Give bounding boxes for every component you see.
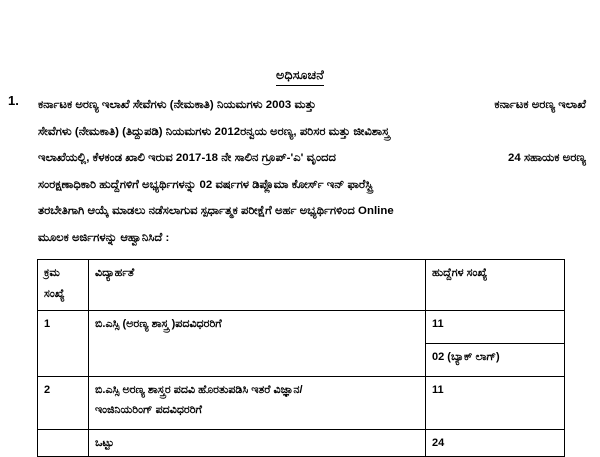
row-2-qualification-line1: ಬಿ.ಎಸ್ಸಿ ಅರಣ್ಯ ಶಾಸ್ತ್ರರ ಪದವಿ ಹೊರತುಪಡಿಸಿ ಇತರೆ ವಿಜ್ಞಾನ/ <box>95 384 303 396</box>
paragraph-line-2-segment-1: ಸೇವೆಗಳು (ನೇಮಕಾತಿ) (ತಿದ್ದುಪಡಿ) ನಿಯಮಗಳು 2012ರನ್ವಯ ಅರಣ್ಯ, ಪರಿಸರ ಮತ್ತು ಜೀವಿಶಾಸ್ತ್ರ <box>38 125 390 138</box>
paragraph-line-1-segment-1: ಕರ್ನಾಟಕ ಅರಣ್ಯ ಇಲಾಖೆ ಸೇವೆಗಳು (ನೇಮಕಾತಿ) ನಿಯಮಗಳು 2003 ಮತ್ತು <box>38 99 317 111</box>
paragraph-line-1-segment-2: ಕರ್ನಾಟಕ ಅರಣ್ಯ ಇಲಾಖೆ <box>494 99 586 111</box>
paragraph-line-4-segment-1: ಸಂರಕ್ಷಣಾಧಿಕಾರಿ ಹುದ್ದೆಗಳಿಗೆ ಅಭ್ಯರ್ಥಿಗಳನ್ನು 02 ವರ್ಷಗಳ ಡಿಪ್ಲೊಮಾ ಕೋರ್ಸ್ ಇನ್ ಫಾರೆಸ್ಟ್ರಿ <box>38 178 373 191</box>
row-1-serial: 1 <box>38 311 89 377</box>
row-2-qualification-line2: ಇಂಜಿನಿಯರಿಂಗ್ ಪದವಿಧರರಿಗೆ <box>95 404 202 416</box>
row-2-qualification <box>89 377 426 430</box>
paragraph-line-2 <box>38 119 586 146</box>
paragraph-line-5-segment-1: ತರಬೇತಿಗಾಗಿ ಆಯ್ಕೆ ಮಾಡಲು ನಡೆಸಲಾಗುವ ಸ್ಪರ್ಧಾತ್ಮಕ ಪರೀಕ್ಷೆಗೆ ಅರ್ಹ ಅಭ್ಯರ್ಥಿಗಳಿಂದ Online <box>38 205 394 217</box>
paragraph-line-6-segment-1: ಮೂಲಕ ಅರ್ಜಿಗಳನ್ನು ಆಹ್ವಾನಿಸಿದೆ : <box>38 231 170 244</box>
paragraph-line-4 <box>38 172 586 199</box>
paragraph-line-5 <box>38 198 586 225</box>
row-1-posts-backlog: 02 (ಬ್ಯಾಕ್ ಲಾಗ್) <box>426 344 565 377</box>
paragraph-number: 1. <box>8 93 19 108</box>
paragraph-line-1 <box>38 92 586 119</box>
row-2-serial: 2 <box>38 377 89 430</box>
row-total-label: ಒಟ್ಟು <box>89 430 426 457</box>
column-header-posts: ಹುದ್ದೆಗಳ ಸಂಖ್ಯೆ <box>426 260 565 311</box>
notification-paragraph <box>6 92 586 251</box>
paragraph-line-3 <box>38 145 586 172</box>
table-row <box>38 377 565 430</box>
column-header-serial-line2: ಸಂಖ್ಯೆ <box>44 288 65 300</box>
table-row <box>38 311 565 344</box>
row-total-serial <box>38 430 89 457</box>
paragraph-line-3-segment-1: ಇಲಾಖೆಯಲ್ಲಿ, ಕೆಳಕಂಡ ಖಾಲಿ ಇರುವ 2017-18 ನೇ ಸಾಲಿನ ಗ್ರೂಪ್-'ಎ' ವೃಂದದ <box>38 152 336 164</box>
table-row <box>38 430 565 457</box>
table-header <box>38 260 565 311</box>
table-header-row <box>38 260 565 311</box>
posts-table <box>37 259 565 457</box>
row-total-posts: 24 <box>426 430 565 457</box>
posts-table-container <box>37 259 565 457</box>
row-1-qualification: ಬಿ.ಎಸ್ಸಿ (ಅರಣ್ಯ ಶಾಸ್ತ್ರ )ಪದವಿಧರರಿಗೆ <box>89 311 426 377</box>
row-2-posts: 11 <box>426 377 565 430</box>
paragraph-line-6 <box>38 225 586 252</box>
page-title-text: ಅಧಿಸೂಚನೆ <box>276 68 324 86</box>
table-body <box>38 311 565 457</box>
paragraph-line-3-segment-2: 24 ಸಹಾಯಕ ಅರಣ್ಯ <box>507 152 586 164</box>
paragraph-body <box>38 92 586 251</box>
row-1-posts: 11 <box>426 311 565 344</box>
page-title <box>0 68 600 86</box>
column-header-serial-line1: ಕ್ರಮ <box>44 267 60 279</box>
column-header-qualification: ವಿದ್ಯಾರ್ಹತೆ <box>89 260 426 311</box>
column-header-serial <box>38 260 89 311</box>
